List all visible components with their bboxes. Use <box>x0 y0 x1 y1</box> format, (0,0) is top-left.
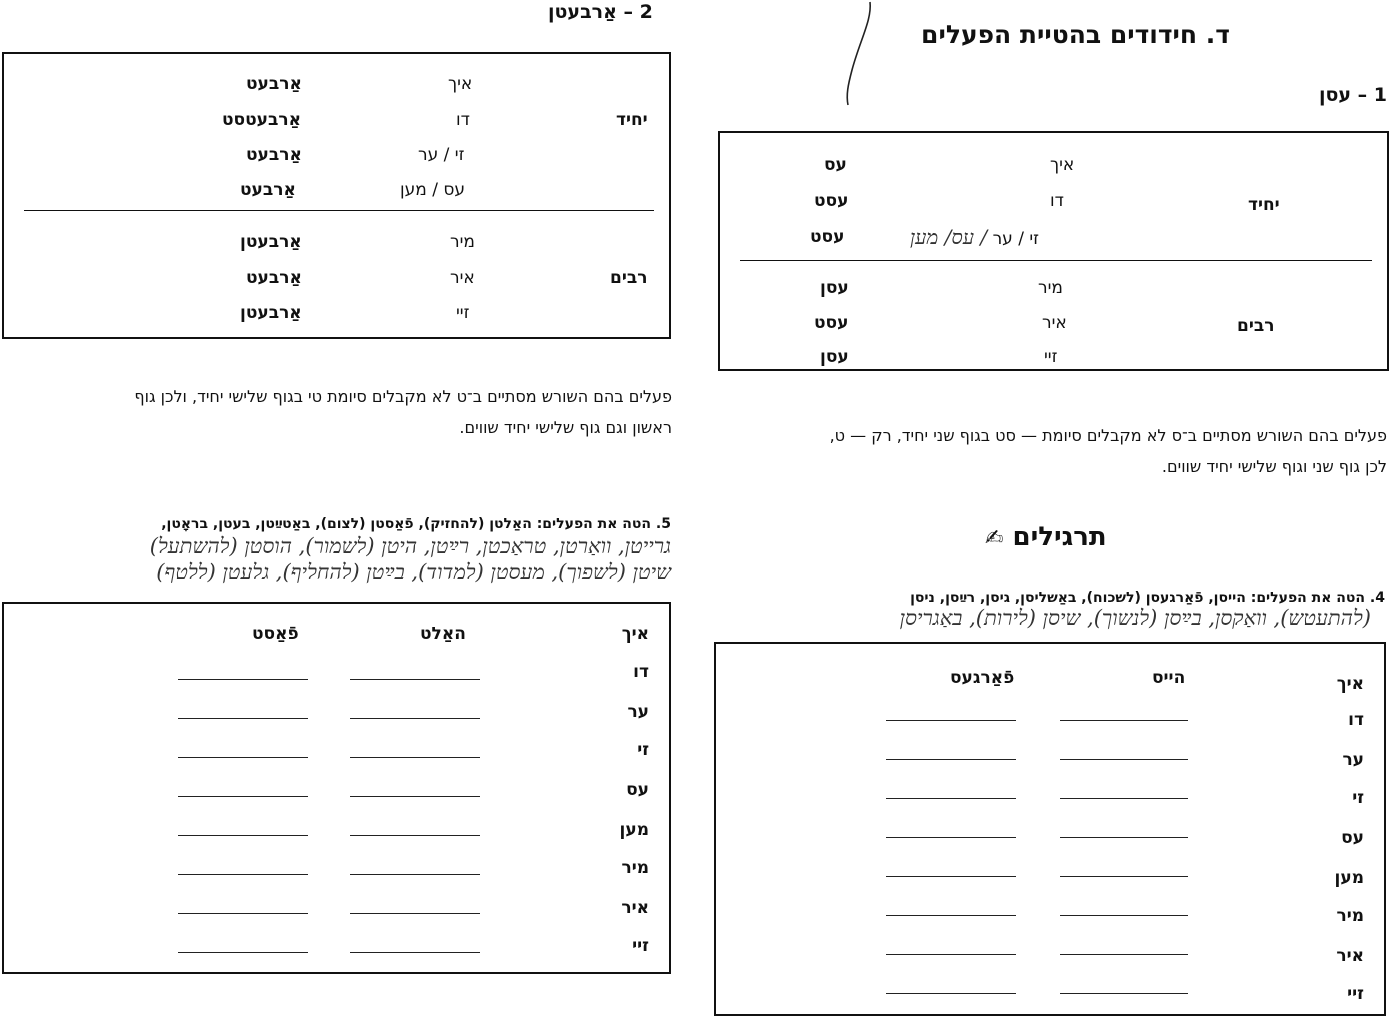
answer-line[interactable] <box>350 874 480 875</box>
ex5-handwritten: שיטן (לשפוך), מעסטן (למדוד), בײַטן (להחליף), גלעטן (ללטף) <box>156 560 671 584</box>
ex4-handwritten: (להתעטש), וואַקסן, בײַסן (לנשוך), שיסן (לירות), באַגריסן <box>899 606 1371 630</box>
pronoun-cell: זיי <box>456 303 470 323</box>
answer-line[interactable] <box>350 952 480 953</box>
column-header: פֿאַסט <box>252 624 299 644</box>
pronoun-label: ער <box>627 702 649 722</box>
form-cell: אַרבעט <box>246 268 302 288</box>
form-cell: אַרבעט <box>240 180 296 200</box>
pronoun-label: מיר <box>621 858 649 878</box>
pronoun-cell: מיר <box>450 232 475 252</box>
note-line: פעלים בהם השורש מסתיים ב־ט לא מקבלים סיומת טי בגוף שלישי יחיד, ולכן גוף <box>134 387 672 406</box>
form-cell: עסן <box>820 347 849 367</box>
pronoun-label: איר <box>1336 946 1364 966</box>
answer-line[interactable] <box>178 874 308 875</box>
esn-conjugation-table <box>718 131 1389 371</box>
answer-line[interactable] <box>350 796 480 797</box>
answer-line[interactable] <box>1060 837 1188 838</box>
pronoun-cell: איר <box>450 268 475 288</box>
pronoun-label: איר <box>621 898 649 918</box>
pronoun-cell: זיי <box>1044 347 1058 367</box>
answer-line[interactable] <box>178 757 308 758</box>
column-header: הייס <box>1152 668 1186 688</box>
note-line: פעלים בהם השורש מסתיים ב־ס לא מקבלים סיומת — סט בגוף שני יחיד, רק — ט, <box>829 426 1387 445</box>
pronoun-label: איך <box>1336 674 1364 694</box>
answer-line[interactable] <box>1060 876 1188 877</box>
form-cell: עסט <box>810 227 845 247</box>
answer-line[interactable] <box>886 837 1016 838</box>
exercises-heading <box>985 522 1107 552</box>
pronoun-label: ער <box>1342 750 1364 770</box>
answer-line[interactable] <box>886 876 1016 877</box>
form-cell: עס <box>824 155 847 175</box>
pronoun-cell: עס / מען <box>400 180 466 200</box>
answer-line[interactable] <box>1060 798 1188 799</box>
answer-line[interactable] <box>350 913 480 914</box>
pronoun-label: זי <box>1352 788 1364 808</box>
pronoun-cell <box>910 225 1039 250</box>
answer-line[interactable] <box>1060 759 1188 760</box>
answer-line[interactable] <box>178 718 308 719</box>
answer-line[interactable] <box>178 952 308 953</box>
answer-line[interactable] <box>350 757 480 758</box>
table-divider <box>24 210 654 211</box>
arbetn-conjugation-table <box>2 52 671 339</box>
answer-line[interactable] <box>1060 915 1188 916</box>
pronoun-label: איך <box>621 624 649 644</box>
verb2-heading: 2 – אַרבעטן <box>548 1 653 23</box>
pronoun-label: מיר <box>1336 906 1364 926</box>
exercises-title: תרגילים <box>1012 522 1107 552</box>
pronoun-label: זיי <box>1347 984 1364 1004</box>
pronoun-label: מען <box>619 820 649 840</box>
answer-line[interactable] <box>178 913 308 914</box>
form-cell: אַרבעט <box>246 145 302 165</box>
plural-label: רבים <box>610 268 648 288</box>
ex5-worksheet <box>2 602 671 974</box>
answer-line[interactable] <box>886 759 1016 760</box>
verb1-heading: 1 – עסן <box>1318 84 1387 106</box>
answer-line[interactable] <box>178 679 308 680</box>
form-cell: אַרבעטן <box>240 232 302 252</box>
singular-label: יחיד <box>616 110 648 130</box>
form-cell: אַרבעט <box>246 74 302 94</box>
pronoun-label: דו <box>1348 710 1364 730</box>
pronoun-cell: זי / ער <box>418 145 465 165</box>
pronoun-label: מען <box>1334 868 1364 888</box>
answer-line[interactable] <box>350 718 480 719</box>
form-cell: אַרבעטסט <box>222 110 301 130</box>
answer-line[interactable] <box>178 796 308 797</box>
answer-line[interactable] <box>886 798 1016 799</box>
pencil-icon: ✍ <box>985 526 1004 551</box>
pronoun-cell: מיר <box>1038 278 1063 298</box>
plural-label: רבים <box>1237 316 1275 336</box>
column-header: האַלט <box>420 624 466 644</box>
singular-label: יחיד <box>1248 195 1280 215</box>
pronoun-label: זיי <box>632 936 649 956</box>
pronoun-label: זי <box>637 740 649 760</box>
ex4-instruction: 4. הטה את הפעלים: הייסן, פֿאַרגעסן (לשכוח), באַשליסן, גיסן, רײַסן, ניסן <box>910 590 1385 606</box>
ex4-worksheet <box>714 642 1386 1016</box>
answer-line[interactable] <box>886 954 1016 955</box>
pronoun-cell: איך <box>1050 155 1075 175</box>
answer-line[interactable] <box>1060 720 1188 721</box>
answer-line[interactable] <box>886 915 1016 916</box>
form-cell: עסט <box>814 313 849 333</box>
note-line: ראשון וגם גוף שלישי יחיד שווים. <box>459 418 672 437</box>
section-title: ד. חידודים בהטיית הפעלים <box>921 20 1230 49</box>
form-cell: אַרבעטן <box>240 303 302 323</box>
pronoun-cell: איר <box>1042 313 1067 333</box>
note-paragraph <box>0 381 672 443</box>
form-cell: עסן <box>820 278 849 298</box>
pen-scribble <box>840 0 880 110</box>
pronoun-cell: איך <box>448 74 473 94</box>
answer-line[interactable] <box>886 993 1016 994</box>
answer-line[interactable] <box>350 835 480 836</box>
pronoun-label: עס <box>1341 828 1364 848</box>
answer-line[interactable] <box>1060 954 1188 955</box>
answer-line[interactable] <box>178 835 308 836</box>
ex5-instruction: 5. הטה את הפעלים: האַלטן (להחזיק), פֿאַסטן (לצום), באַטײַטן, בעטן, בראָטן, <box>161 516 671 532</box>
note-paragraph <box>707 420 1387 482</box>
note-line: לכן גוף שני וגוף שלישי יחיד שווים. <box>1161 457 1387 476</box>
answer-line[interactable] <box>1060 993 1188 994</box>
answer-line[interactable] <box>350 679 480 680</box>
pronoun-cell: דו <box>1050 191 1064 211</box>
column-header: פֿאַרגעס <box>950 668 1015 688</box>
table-divider <box>740 260 1372 261</box>
pronoun-label: דו <box>633 662 649 682</box>
handwritten-addition: / עס/ מען <box>910 225 988 249</box>
pronoun-text: זי / ער <box>992 229 1040 249</box>
pronoun-cell: דו <box>456 110 470 130</box>
ex5-handwritten: גרייטן, וואַרטן, טראַכטן, רײַטן, היטן (לשמור), הוסטן (להשתעל) <box>149 534 671 558</box>
answer-line[interactable] <box>886 720 1016 721</box>
pronoun-label: עס <box>626 780 649 800</box>
form-cell: עסט <box>814 191 849 211</box>
